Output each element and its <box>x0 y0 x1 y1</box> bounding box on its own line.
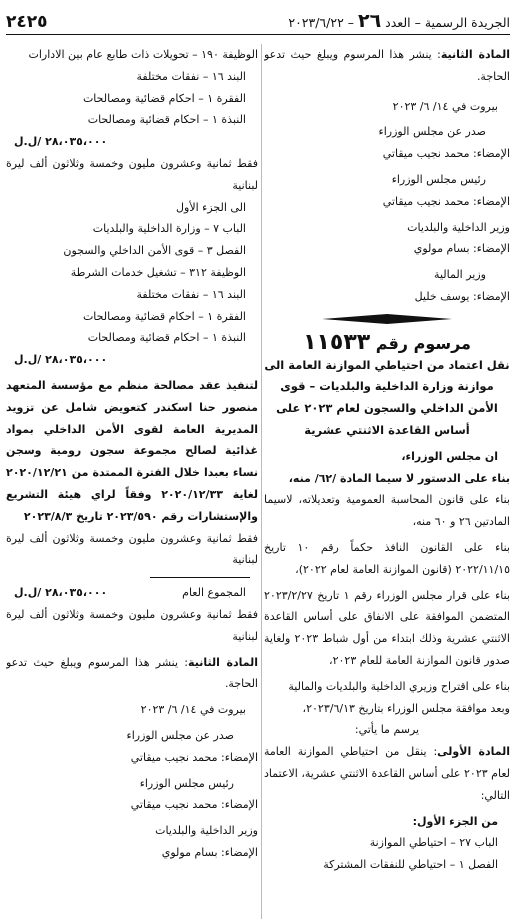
based-on-accounting-law: بناء على قانون المحاسبة العمومية وتعديلاته، لاسيما المادتين ٢٦ و ٦٠ منه، <box>264 493 510 529</box>
paragraph-1-a: الفقرة ١ – احكام قضائية ومصالحات <box>82 91 246 105</box>
column-divider <box>261 44 262 919</box>
left-article-two <box>6 652 258 696</box>
amount-1-words: فقط ثمانية وعشرون مليون وخمسة وثلاثون ألف ليرة لبنانية <box>6 156 258 192</box>
separator-ornament <box>322 314 452 324</box>
grand-total-row <box>6 582 258 604</box>
beirut-date: بيروت في ١٤/ ٦/ ٢٠٢٣ <box>392 99 498 113</box>
left-issued-by: صدر عن مجلس الوزراء <box>126 728 234 742</box>
pm-title: رئيس مجلس الوزراء <box>391 172 486 186</box>
paragraph-1-b: الفقرة ١ – احكام قضائية ومصالحات <box>82 309 246 323</box>
section-1: الفصل ١ – احتياطي للنفقات المشتركة <box>323 858 498 872</box>
amount-1: ٢٨،٠٣٥،٠٠٠ /ل.ل <box>14 135 108 149</box>
page-number: ٢٤٢٥ <box>6 12 48 32</box>
finance-minister-title: وزير المالية <box>434 268 486 282</box>
page-header <box>6 6 510 35</box>
left-column <box>6 44 258 919</box>
based-on-cabinet-decision: بناء على قرار مجلس الوزراء رقم ١ تاريخ ٢٠٢٣/٢/٢٧ المتضمن الموافقة على الانفاق على أساس القاعدة الاثنتي عشرية وذلك ابتداء من أول شباط ٢٠٢٣ ولغاية صدور قانون الموازنة العامة للعام ٢٠٢٣، <box>264 588 510 667</box>
left-signature-3: الإمضاء: بسام مولوي <box>161 845 258 859</box>
left-article-two-label: المادة الثانية <box>188 655 258 669</box>
issued-by: صدر عن مجلس الوزراء <box>378 125 486 139</box>
grand-total-label: المجموع العام <box>182 586 246 600</box>
signature-3: الإمضاء: بسام مولوي <box>413 242 510 256</box>
left-signature-2: الإمضاء: محمد نجيب ميقاتي <box>130 798 258 812</box>
job-190: الوظيفة ١٩٠ – تحويلات ذات طابع عام بين الادارات <box>28 48 258 61</box>
decree-number: ١١٥٣٣ <box>303 329 371 355</box>
clause-1-b: النبذة ١ – احكام قضائية ومصالحات <box>87 331 246 345</box>
cabinet-approval: وبعد موافقة مجلس الوزراء بتاريخ ٢٠٢٣/٦/١٣، <box>302 701 510 715</box>
issue-label: العدد <box>385 15 411 30</box>
chapter-27: الباب ٢٧ – احتياطي الموازنة <box>369 836 498 850</box>
right-column <box>264 44 510 919</box>
header-title: الجريدة الرسمية – العدد ٢٦ – ٢٠٢٣/٦/٢٢ <box>288 10 510 32</box>
clause-1-a: النبذة ١ – احكام قضائية ومصالحات <box>87 113 246 127</box>
from-part-one: من الجزء الأول: <box>412 814 498 828</box>
article-one <box>264 741 510 806</box>
based-on-law-10: بناء على القانون النافذ حكماً رقم ١٠ تاريخ ٢٠٢٢/١١/١٥ (قانون الموازنة العامة لعام ٢٠٢٢)، <box>264 540 510 576</box>
section-3: الفصل ٣ – قوى الأمن الداخلي والسجون <box>63 244 246 258</box>
signature-2: الإمضاء: محمد نجيب ميقاتي <box>382 194 510 208</box>
cabinet-intro: ان مجلس الوزراء، <box>401 449 498 463</box>
decrees-following: يرسم ما يأتي: <box>354 723 420 737</box>
interior-minister-title: وزير الداخلية والبلديات <box>407 220 510 234</box>
left-article-two-text: : ينشر هذا المرسوم ويبلغ حيث تدعو الحاجة. <box>6 655 258 691</box>
left-pm-title: رئيس مجلس الوزراء <box>139 776 234 790</box>
item-16-b: البند ١٦ – نفقات مختلفة <box>136 287 246 301</box>
based-on-constitution: بناء على الدستور لا سيما المادة /٦٢/ منه، <box>288 471 510 485</box>
based-on-proposal: بناء على اقتراح وزيري الداخلية والبلديات والمالية <box>288 679 510 693</box>
total-rule <box>150 577 250 578</box>
issue-number: ٢٦ <box>357 10 382 32</box>
decree-subtitle: نقل اعتماد من احتياطي الموازنة العامة الى موازنة وزارة الداخلية والبلديات – قوى الأمن الداخلي والسجون لعام ٢٠٢٣ على أساس القاعدة الاثنتي عشرية <box>264 357 510 437</box>
to-part-one: الى الجزء الأول <box>176 200 246 214</box>
article-two <box>264 44 510 88</box>
article-two-label: المادة الثانية <box>440 48 510 61</box>
journal-name: الجريدة الرسمية <box>424 15 510 30</box>
purpose-text: لتنفيذ عقد مصالحة منظم مع مؤسسة المتعهد منصور حنا اسكندر كتعويض شامل عن تزويد المديرية العامة لقوى الأمن الداخلي بمواد غذائية لصالح مجموعة سجون رومية وسجن نساء بعبدا خلال الفترة الممتدة من ٢٠٢٠/١٢/٢١ لغاية ٢٠٢٠/١٢/٣٣ وفقاً لراي هيئة التشريع والإستشارات رقم ٢٠٢٣/٥٩٠ تاريخ ٢٠٢٣/٨/٣ <box>6 378 258 523</box>
issue-date: ٢٠٢٣/٦/٢٢ <box>288 15 344 30</box>
amount-2: ٢٨،٠٣٥،٠٠٠ /ل.ل <box>14 353 108 367</box>
job-312: الوظيفة ٣١٢ – تشغيل خدمات الشرطة <box>70 265 246 279</box>
amount-2-words: فقط ثمانية وعشرون مليون وخمسة وثلاثون ألف ليرة لبنانية <box>6 531 258 567</box>
decree-label: مرسوم رقم <box>375 333 471 353</box>
grand-total-amount: ٢٨،٠٣٥،٠٠٠ /ل.ل <box>14 586 108 600</box>
article-two-text: : ينشر هذا المرسوم ويبلغ حيث تدعو الحاجة. <box>264 48 510 83</box>
item-16-a: البند ١٦ – نفقات مختلفة <box>136 69 246 83</box>
article-one-text: : ينقل من احتياطي الموازنة العامة لعام ٢٠٢٣ على أساس القاعدة الاثنتي عشرية، الاعتماد التالي: <box>264 745 510 802</box>
left-signature-1: الإمضاء: محمد نجيب ميقاتي <box>130 750 258 764</box>
article-one-label: المادة الأولى <box>437 745 510 759</box>
chapter-7: الباب ٧ – وزارة الداخلية والبلديات <box>92 222 246 236</box>
grand-total-words: فقط ثمانية وعشرون مليون وخمسة وثلاثون ألف ليرة لبنانية <box>6 607 258 643</box>
left-beirut-date: بيروت في ١٤/ ٦/ ٢٠٢٣ <box>140 703 246 717</box>
signature-4: الإمضاء: يوسف خليل <box>414 289 510 303</box>
decree-title <box>264 329 510 355</box>
signature-1: الإمضاء: محمد نجيب ميقاتي <box>382 147 510 161</box>
left-interior-minister-title: وزير الداخلية والبلديات <box>155 824 258 838</box>
